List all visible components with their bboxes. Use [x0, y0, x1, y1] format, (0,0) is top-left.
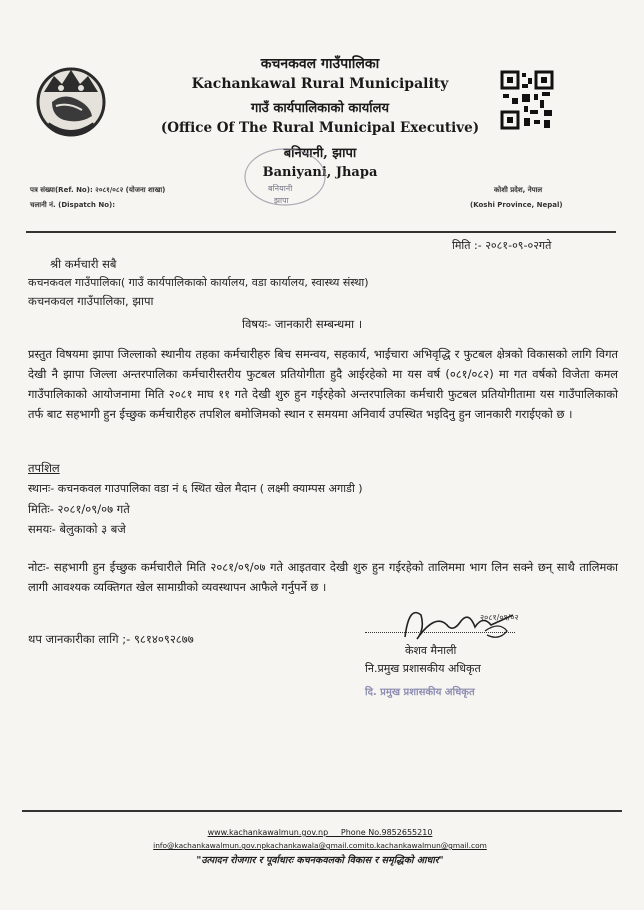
place-english: Baniyani, Jhapa: [262, 165, 378, 180]
signatory-name: केशव मैनाली: [405, 644, 457, 657]
footer-slogan: "उत्पादन रोजगार र पूर्वाधारः कचनकवलको विकास र समृद्धिको आधार": [196, 855, 444, 866]
nepal-emblem-icon: [34, 62, 108, 144]
signatory-title: नि.प्रमुख प्रशासकीय अधिकृत: [365, 662, 481, 675]
place-nepali: बनियानी, झापा: [283, 146, 357, 161]
recipient-line-3: कचनकवल गाउँपालिका, झापा: [28, 294, 154, 308]
signature-date: २०८१/०९/०२: [480, 613, 519, 622]
tapasil-place: स्थानः- कचनकवल गाउपालिका वडा नं ६ स्थित खेल मैदान ( लक्ष्मी क्याम्पस अगाडी ): [28, 482, 363, 495]
contact-number: थप जानकारीका लागि ;- ९८१४०९२८७७: [28, 632, 194, 646]
org-name-nepali: कचनकवल गाउँपालिका: [260, 56, 380, 72]
letter-date: मिति :- २०८१-०९-०२गते: [452, 239, 552, 252]
office-name-english: (Office Of The Rural Municipal Executive): [160, 120, 480, 136]
tapasil-date: मितिः- २०८१/०९/०७ गते: [28, 502, 130, 516]
seal-text-line1: बनियानी: [268, 184, 293, 193]
footer-emails: info@kachankawalmun.gov.npkachankawala@gmail.comito.kachankawalmun@gmail.com: [153, 841, 487, 850]
footer-web-phone: www.kachankawalmun.gov.np Phone No.9852655210: [207, 828, 433, 837]
province-nepali: कोशी प्रदेश, नेपाल: [494, 186, 543, 194]
signature-dotted-line: [365, 632, 515, 633]
dispatch-number: चलानी नं. (Dispatch No):: [30, 201, 116, 209]
recipient-line-2: कचनकवल गाउँपालिका( गाउँ कार्यपालिकाको कार्यालय, वडा कार्यालय, स्वास्थ्य संस्था): [28, 276, 369, 289]
province-english: (Koshi Province, Nepal): [470, 201, 563, 209]
seal-text-line2: झापा: [274, 196, 289, 205]
qr-code-icon: [500, 70, 554, 130]
reference-number: पत्र संख्या(Ref. No): २०८१/०८२ (योजना शाखा): [30, 186, 166, 194]
org-name-english: Kachankawal Rural Municipality: [191, 76, 449, 92]
signature-stamp: दि. प्रमुख प्रशासकीय अधिकृत: [365, 687, 475, 698]
header-divider: [26, 231, 616, 233]
note-paragraph: नोटः- सहभागी हुन ईच्छुक कर्मचारीले मिति २०८१/०९/०७ गते आइतवार देखी शुरु हुन गईरहेको तालिममा भाग लिन सक्ने छन् साथै तालिमका लागी आवश्यक व्यक्तिगत खेल सामाग्रीको व्यवस्थापन आफैले गर्नुपर्ने छ ।: [28, 560, 618, 594]
footer-divider: [22, 810, 622, 812]
body-paragraph: प्रस्तुत विषयमा झापा जिल्लाको स्थानीय तहका कर्मचारीहरु बिच समन्वय, सहकार्य, भाईचारा अभिवृद्धि र फुटबल क्षेत्रको विकासको लागि विगत देखी नै झापा जिल्ला अन्तरपालिका कर्मचारीस्तरीय फुटबल प्रतियोगीता हुदै आईरहेको मा यस वर्ष (०८१/०८२) मा गत वर्षको विजेता कमल गाउँपालिकाको आयोजनामा मिति २०८१ माघ ११ गते देखी शुरु हुन गईरहेको अन्तरपालिका कर्मचारी फुटबल प्रतियोगीतामा यस गाउँपालिकाको तर्फ बाट सहभागी हुन ईच्छुक कर्मचारीहरु तपशिल बमोजिमको स्थान र समयमा अनिवार्य उपस्थित भइदिनु हुन जानकारी गराईएको छ ।: [28, 347, 618, 421]
recipient-line-1: श्री कर्मचारी सबै: [50, 257, 117, 271]
subject-line: विषयः- जानकारी सम्बन्धमा ।: [242, 317, 363, 331]
tapasil-heading: तपशिल: [28, 461, 60, 475]
office-name-nepali: गाउँ कार्यपालिकाको कार्यालय: [251, 101, 389, 116]
tapasil-time: समयः- बेलुकाको ३ बजे: [28, 522, 126, 536]
